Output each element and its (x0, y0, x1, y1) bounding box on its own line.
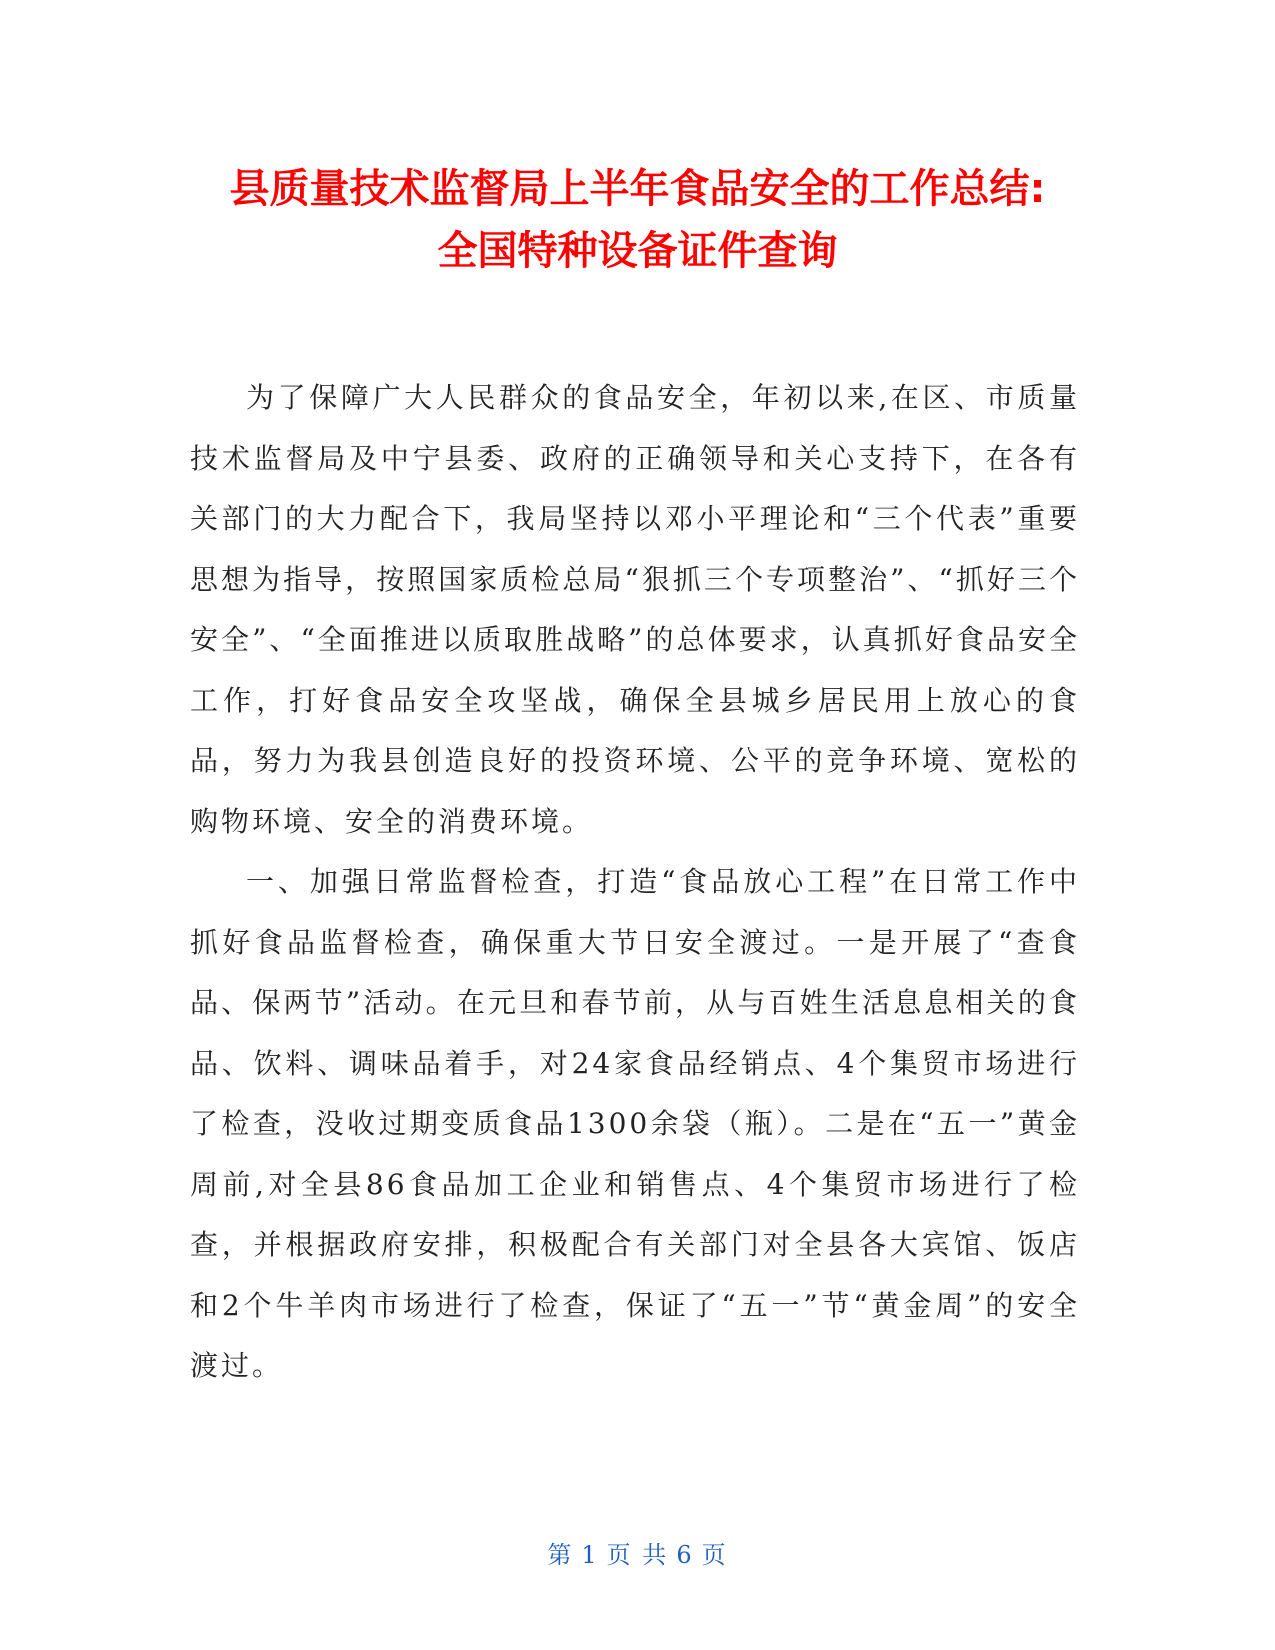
title-line-1: 县质量技术监督局上半年食品安全的工作总结: (229, 166, 1046, 212)
total-pages-number: 6 (676, 1541, 694, 1569)
footer-prefix: 第 (547, 1541, 574, 1569)
footer-suffix: 页 (701, 1541, 728, 1569)
paragraph-intro: 为了保障广大人民群众的食品安全，年初以来,在区、市质量技术监督局及中宁县委、政府的正确领导和关心支持下，在各有关部门的大力配合下，我局坚持以邓小平理论和“三个代表”重要思想为指导，按照国家质检总局“狠抓三个专项整治”、“抓好三个安全”、“全面推进以质取胜战略”的总体要求，认真抓好食品安全工作，打好食品安全攻坚战，确保全县城乡居民用上放心的食品，努力为我县创造良好的投资环境、公平的竞争环境、宽松的购物环境、安全的消费环境。 (190, 381, 1080, 838)
footer-middle: 页 共 (606, 1541, 669, 1569)
current-page-number: 1 (581, 1541, 599, 1569)
document-body (190, 368, 1080, 1397)
document-title (150, 158, 1125, 282)
paragraph-section-1: 一、加强日常监督检查，打造“食品放心工程”在日常工作中抓好食品监督检查，确保重大节日安全渡过。一是开展了“查食品、保两节”活动。在元旦和春节前，从与百姓生活息息相关的食品、饮料、调味品着手，对24家食品经销点、4个集贸市场进行了检查，没收过期变质食品1300余袋（瓶）。二是在“五一”黄金周前,对全县86食品加工企业和销售点、4个集贸市场进行了检查，并根据政府安排，积极配合有关部门对全县各大宾馆、饭店和2个牛羊肉市场进行了检查，保证了“五一”节“黄金周”的安全渡过。 (190, 865, 1080, 1382)
page-footer (0, 1535, 1275, 1570)
title-line-2: 全国特种设备证件查询 (437, 228, 838, 274)
